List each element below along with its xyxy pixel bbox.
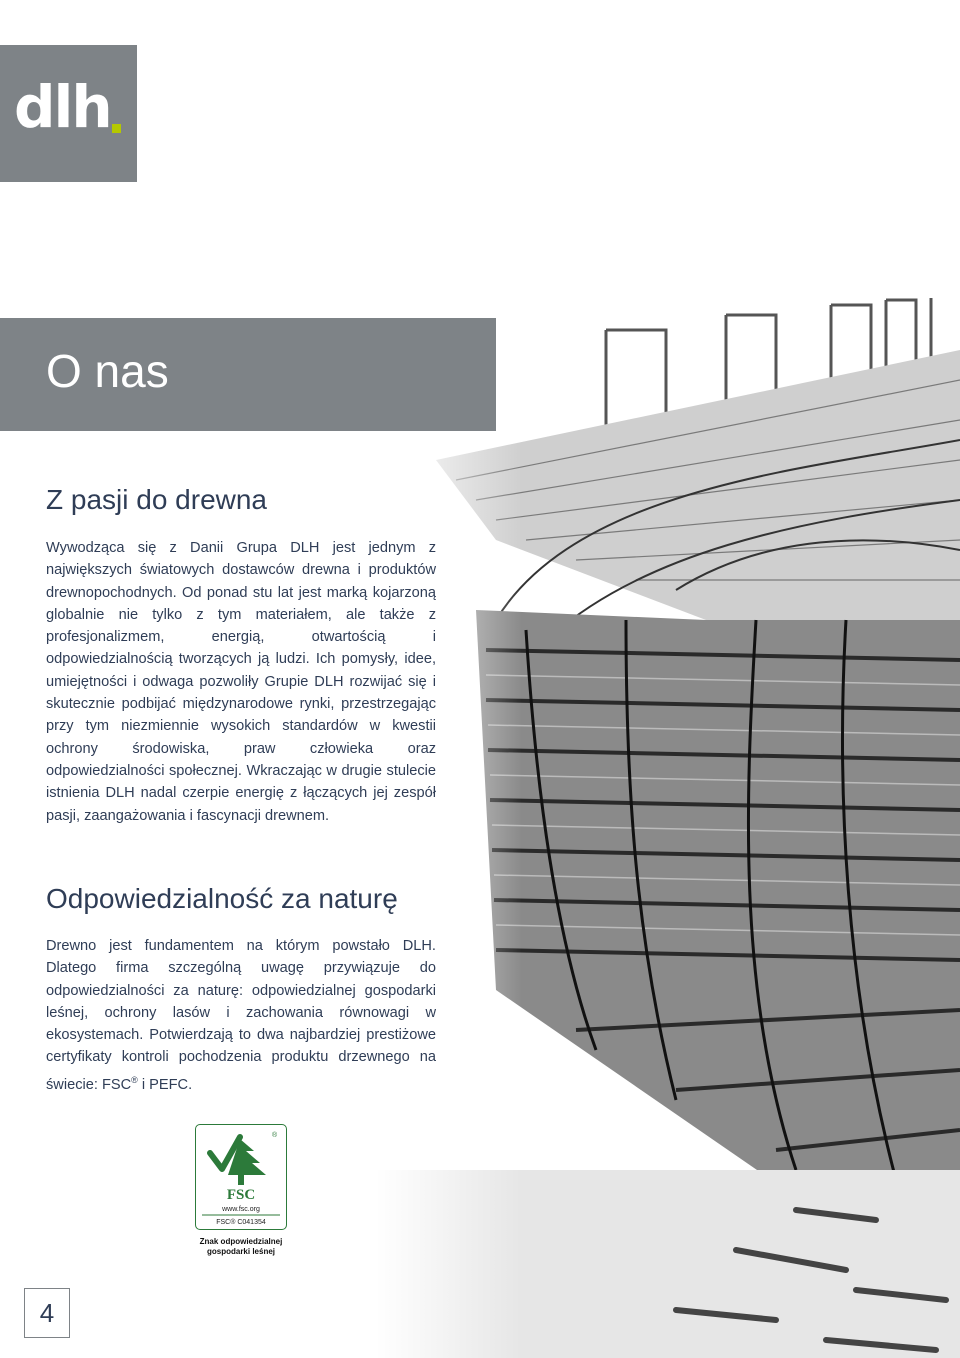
logo-accent-dot (112, 124, 121, 133)
dlh-logo: dlh (14, 73, 111, 141)
timber-bundle-photo (376, 290, 960, 1358)
fsc-logo (195, 1124, 287, 1230)
fsc-code: FSC® C041354 (216, 1219, 266, 1226)
fsc-tree-icon (196, 1125, 286, 1229)
page-number: 4 (39, 1298, 55, 1328)
section-heading-nature: Odpowiedzialność za naturę (46, 883, 398, 914)
page-title: O nas (46, 345, 169, 397)
fsc-caption: Znak odpowiedzialnej gospodarki leśnej (199, 1237, 283, 1256)
section-body-nature: Drewno jest fundamentem na którym powstało DLH. Dlatego firma szczególną uwagę przywiązuje do odpowiedzialności za naturę: odpowiedzialnej gospodarki leśnej, ochrony lasów i zachowania równowagi w ekosystemach. Potwierdzają to dwa najbardziej prestiżowe certyfikaty kontroli pochodzenia produktu drzewnego na świecie: FSC® i PEFC. (46, 938, 436, 1093)
section-heading-passion: Z pasji do drewna (46, 484, 268, 515)
svg-text:®: ® (272, 1132, 278, 1139)
fsc-url: www.fsc.org (222, 1206, 260, 1213)
section-body-passion: Wywodząca się z Danii Grupa DLH jest jednym z największych światowych dostawców drewna i produktów drewnopochodnych. Od ponad stu lat jest marką kojarzoną globalnie nie tylko z tym materiałem, ale także z profesjonalizmem, energią, otwartością i odpowiedzialnością tworzących ją ludzi. Ich pomysły, idee, umiejętności i odwaga pozwoliły Grupie DLH rozwijać się i skutecznie podbijać międzynarodowe rynki, przestrzegając przy tym niezmiennie wysokich standardów w kwestii ochrony środowiska, praw człowieka oraz odpowiedzialności społecznej. Wkraczając w drugie stulecie istnienia DLH nadal czerpie energię z łączących jej zespół pasji, zaangażowania i fascynacji drewnem. (46, 540, 436, 824)
page-number-box (24, 1288, 70, 1338)
fsc-label: FSC (226, 1187, 256, 1203)
